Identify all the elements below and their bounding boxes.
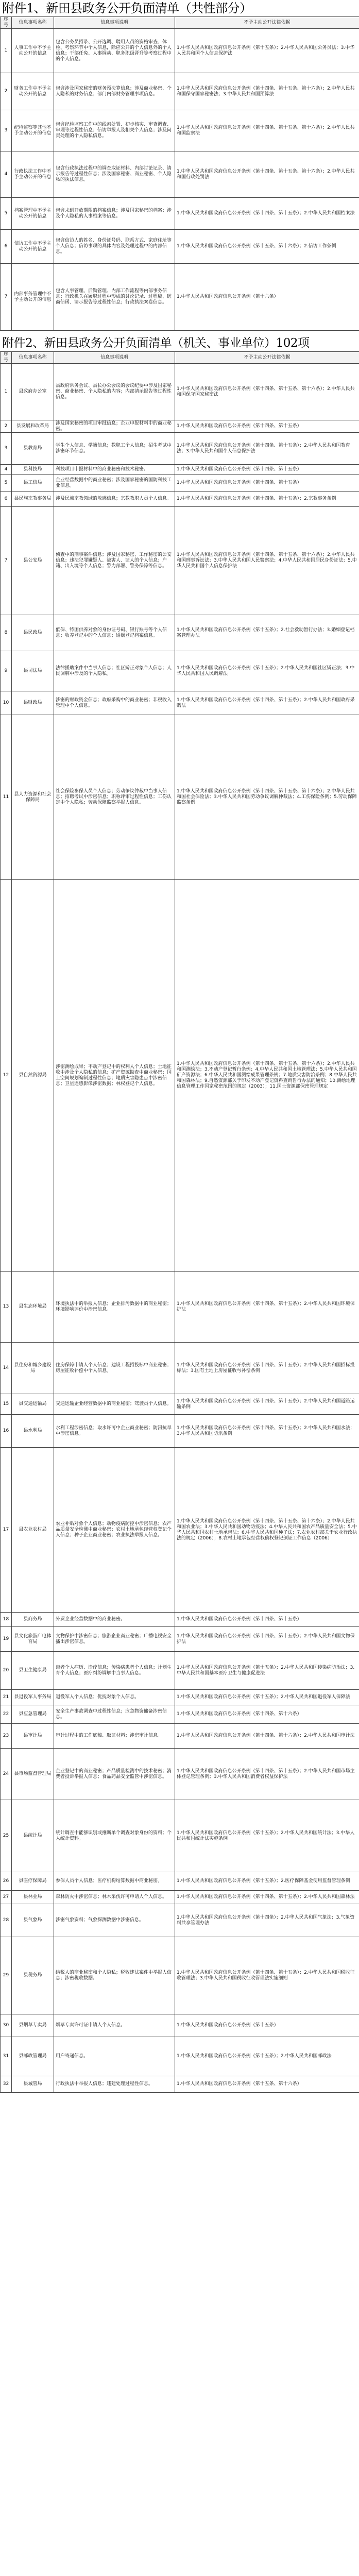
row-item-name: 县水利局	[12, 1415, 54, 1448]
row-item-name: 县气象局	[12, 1904, 54, 1937]
row-item-desc: 涉密气象资料；气象探测数据中涉密信息。	[54, 1904, 175, 1937]
row-legal-basis: 1.中华人民共和国政府信息公开条例（第十四条、第十五条）；2.中华人民共和国税收征收管理法；3.中华人民共和国税收征收管理法实施细则	[175, 1937, 359, 2014]
row-item-desc: 纳税人的商业秘密和个人隐私；税收违法案件中举报人信息；涉密税收数据。	[54, 1937, 175, 2014]
row-number: 7	[1, 264, 12, 331]
row-number: 3	[1, 433, 12, 465]
table-row	[1, 475, 359, 492]
table-row	[1, 420, 359, 433]
row-number: 18	[1, 1613, 12, 1627]
row-item-desc: 患者个人病历、诊疗信息；传染病患者个人信息；计划生育个人信息；医疗纠纷调解中当事人信息。	[54, 1652, 175, 1690]
row-legal-basis: 1.中华人民共和国政府信息公开条例（第十五条）；2.中华人民共和国传染病防治法；3.中华人民共和国基本医疗卫生与健康促进法	[175, 1652, 359, 1690]
header-law: 不予主动公开法律依据	[175, 352, 359, 364]
row-item-desc: 侦查中的刑事案件信息；涉及国家秘密、工作秘密的公安信息；违法犯罪嫌疑人、被害人、证人的个人信息；户籍、出入境等个人信息；警力部署、警务保障等信息。	[54, 507, 175, 615]
row-item-desc: 县政府常务会议、县长办公会议的会议纪要中涉及国家秘密、商业秘密、个人隐私的内容；内部请示报告等过程性信息。	[54, 364, 175, 420]
row-legal-basis: 1.中华人民共和国政府信息公开条例（第十五条）；2.中华人民共和国邮政法	[175, 2037, 359, 2076]
row-legal-basis: 1.中华人民共和国政府信息公开条例（第十四条、第十五条、第十六条）；2.中华人民共和国行政处罚法	[175, 151, 359, 198]
row-item-desc: 企业登记中的商业秘密；产品质量检测中的技术秘密；消费者投诉举报人信息；食品药品安全监管中涉密信息。	[54, 1749, 175, 1800]
row-legal-basis: 1.中华人民共和国政府信息公开条例（第十五条）；2.社会救助暂行办法；3.婚姻登记档案管理办法	[175, 615, 359, 651]
row-item-name: 县烟草专卖局	[12, 2014, 54, 2037]
table-row	[1, 492, 359, 507]
row-item-desc: 包含信访人的姓名、身份证号码、联系方式、家庭住址等个人信息；信访事项的具体内容及处理过程中的内部信息。	[54, 230, 175, 264]
row-item-desc: 法律援助案件中当事人信息；社区矫正对象个人信息；人民调解中涉及的个人隐私。	[54, 651, 175, 691]
row-item-desc: 行政执法中举报人信息；违建处理过程性信息。	[54, 2076, 175, 2093]
row-item-name: 县工信局	[12, 475, 54, 492]
table-row	[1, 1872, 359, 1891]
table-row	[1, 1613, 359, 1627]
row-number: 6	[1, 230, 12, 264]
row-item-name: 财务工作中不予主动公开的信息	[12, 73, 54, 110]
header-name: 信息事项名称	[12, 17, 54, 29]
row-number: 14	[1, 1343, 12, 1394]
row-item-name: 县退役军人事务局	[12, 1690, 54, 1705]
row-number: 31	[1, 2037, 12, 2076]
row-item-name: 县公安局	[12, 507, 54, 615]
row-legal-basis: 1.中华人民共和国政府信息公开条例（第十四条、第十五条）；2.中华人民共和国招标投标法；3.国有土地上房屋征收与补偿条例	[175, 1343, 359, 1394]
row-item-desc: 包含公务员招录、公开选调、聘用人员的资格审查、体检、考察环节中个人信息，除应公开的个人信息外的个人信息；干部任免、人事调动、职务职级晋升等考察过程中的个人信息。	[54, 29, 175, 73]
row-number: 28	[1, 1904, 12, 1937]
row-item-desc: 文物保护中涉密信息；旅游企业商业秘密；广播电视安全播出涉密信息。	[54, 1627, 175, 1652]
row-item-desc: 涉及国家秘密的项目审批信息；企业申报材料中的商业秘密。	[54, 420, 175, 433]
row-item-name: 县卫生健康局	[12, 1652, 54, 1690]
row-item-desc: 包含人事管理、后勤管理、内部工作流程等内部事务信息；行政机关在履职过程中形成的讨论记录、过程稿、磋商信函、请示报告等过程性信息；行政执法案卷信息。	[54, 264, 175, 331]
row-legal-basis: 1.中华人民共和国政府信息公开条例（第十四条、第十五条）；2.中华人民共和国政府采购法	[175, 691, 359, 715]
row-item-name: 县教育局	[12, 433, 54, 465]
row-legal-basis: 1.中华人民共和国政府信息公开条例（第十五条）；2.中华人民共和国统计法；3.中华人民共和国统计法实施条例	[175, 1800, 359, 1872]
row-item-name: 县医疗保障局	[12, 1872, 54, 1891]
row-number: 2	[1, 73, 12, 110]
row-item-desc: 交通运输企业经营数据中的商业秘密；驾驶员个人信息。	[54, 1394, 175, 1415]
row-item-name: 纪检监察等其他不予主动公开的信息	[12, 110, 54, 151]
row-item-name: 县统计局	[12, 1800, 54, 1872]
table-row	[1, 1800, 359, 1872]
row-number: 15	[1, 1394, 12, 1415]
row-legal-basis: 1.中华人民共和国政府信息公开条例（第十四条、第十六条）；2.中华人民共和国审计法	[175, 1724, 359, 1749]
table-row	[1, 198, 359, 230]
row-legal-basis: 1.中华人民共和国政府信息公开条例（第十四条、第十五条、第十六条）；2.中华人民共和国测绘法；3.不动产登记暂行条例；4.中华人民共和国土地管理法；5.中华人民共和国矿产资源法；6.中华人民共和国测绘成果管理条例；7.地质灾害防治条例；8.中华人民共和国森林法；9.自然资源部关于印发不动产登记资料查询暂行办法的通知；10.测绘地理信息管理工作国家秘密范围的规定（2003）；11.国土资源部保密管理规定	[175, 880, 359, 1272]
row-legal-basis: 1.中华人民共和国政府信息公开条例（第十四条、第十五条）；2.中华人民共和国市场主体登记管理条例；3.中华人民共和国消费者权益保护法	[175, 1749, 359, 1800]
row-legal-basis: 1.中华人民共和国政府信息公开条例（第十四条）；2.中华人民共和国气象法；3.气象资料共享管理办法	[175, 1904, 359, 1937]
table-row	[1, 1724, 359, 1749]
section2-body	[1, 364, 359, 2093]
table-row	[1, 1272, 359, 1343]
row-item-desc: 安全生产事故调查中过程性信息；应急物资储备涉密信息。	[54, 1705, 175, 1724]
table-row	[1, 1448, 359, 1613]
row-number: 26	[1, 1872, 12, 1891]
row-item-desc: 统计调查中能够识别或推断单个调查对象身份的资料；个人统计资料。	[54, 1800, 175, 1872]
row-legal-basis: 1.中华人民共和国政府信息公开条例（第十四条、第十五条、第十六条）；2.中华人民共和国保守国家秘密法	[175, 364, 359, 420]
table-row	[1, 1343, 359, 1394]
row-number: 21	[1, 1690, 12, 1705]
row-number: 20	[1, 1652, 12, 1690]
row-item-desc: 涉密的财政资金信息；政府采购中的商业秘密；非税收入管理中个人信息。	[54, 691, 175, 715]
row-item-name: 县农业农村局	[12, 1448, 54, 1613]
table-row	[1, 433, 359, 465]
row-item-desc: 水利工程涉密信息；取水许可中企业商业秘密；防汛抗旱中涉密信息。	[54, 1415, 175, 1448]
row-legal-basis: 1.中华人民共和国政府信息公开条例（第十六条）	[175, 264, 359, 331]
row-item-desc: 外贸企业经营数据中的商业秘密。	[54, 1613, 175, 1627]
table-row	[1, 110, 359, 151]
section2-title: 附件2、新田县政务公开负面清单（机关、事业单位）102项	[2, 336, 310, 350]
table-row	[1, 364, 359, 420]
row-number: 9	[1, 651, 12, 691]
row-legal-basis: 1.中华人民共和国政府信息公开条例（第十五条）；2.中华人民共和国退役军人保障法	[175, 1690, 359, 1705]
table-row	[1, 2037, 359, 2076]
row-legal-basis: 1.中华人民共和国政府信息公开条例（第十四条、第十五条）	[175, 465, 359, 475]
row-number: 7	[1, 507, 12, 615]
row-item-desc: 涉密测绘成果；不动产登记中的权利人个人信息；土地征收中涉及个人隐私的信息；矿产资源勘查中商业秘密；国土空间规划编制过程性信息；地质灾害隐患点中涉密信息；卫星遥感影像涉密数据；林权登记个人信息。	[54, 880, 175, 1272]
row-legal-basis: 1.中华人民共和国政府信息公开条例（第十五条）；2.中华人民共和国社区矫正法；3.中华人民共和国人民调解法	[175, 651, 359, 691]
row-item-name: 县邮政管理局	[12, 2037, 54, 2076]
row-item-name: 内部事务管理中不予主动公开的信息	[12, 264, 54, 331]
header-law: 不予主动公开法律依据	[175, 17, 359, 29]
row-legal-basis: 1.中华人民共和国政府信息公开条例（第十五条、第十六条）；2.信访工作条例	[175, 230, 359, 264]
table-row	[1, 880, 359, 1272]
row-legal-basis: 1.中华人民共和国政府信息公开条例（第十四条、第十五条）	[175, 1613, 359, 1627]
row-item-name: 县应急管理局	[12, 1705, 54, 1724]
row-number: 27	[1, 1891, 12, 1904]
row-number: 1	[1, 364, 12, 420]
row-item-name: 县科技局	[12, 465, 54, 475]
row-number: 13	[1, 1272, 12, 1343]
row-item-desc: 科技项目申报材料中的商业秘密和技术秘密。	[54, 465, 175, 475]
row-item-desc: 农业补贴对象个人信息；动物疫病防控中涉密信息；农产品质量安全检测中商业秘密；农村土地承包经营权登记个人信息；种子企业商业秘密；农业执法举报人信息。	[54, 1448, 175, 1613]
table-row	[1, 1394, 359, 1415]
row-item-name: 县政府办公室	[12, 364, 54, 420]
row-item-desc: 住房保障申请人个人信息；建设工程招投标中商业秘密；房屋征收补偿中个人信息。	[54, 1343, 175, 1394]
row-legal-basis: 1.中华人民共和国政府信息公开条例（第十四条、第十五条、第十六条）；2.中华人民共和国监察法	[175, 110, 359, 151]
row-item-desc: 包含纪检监察工作中的线索处置、初步核实、审查调查、审理等过程性信息；信访举报人及相关个人信息；涉及问责处理的个人隐私信息。	[54, 110, 175, 151]
row-legal-basis: 1.中华人民共和国政府信息公开条例（第十五条、第十六条）	[175, 2076, 359, 2093]
row-number: 8	[1, 615, 12, 651]
row-legal-basis: 1.中华人民共和国政府信息公开条例（第十四条、第十五条）；2.中华人民共和国文物保护法	[175, 1627, 359, 1652]
row-legal-basis: 1.中华人民共和国政府信息公开条例（第十四条、第十六条）	[175, 1705, 359, 1724]
row-legal-basis: 1.中华人民共和国政府信息公开条例（第十四条、第十五条）；2.中华人民共和国环境保护法	[175, 1272, 359, 1343]
row-legal-basis: 1.中华人民共和国政府信息公开条例（第十四条、第十五条）；2.中华人民共和国水法；3.中华人民共和国防汛条例	[175, 1415, 359, 1448]
row-item-name: 县生态环境局	[12, 1272, 54, 1343]
table-row	[1, 507, 359, 615]
row-number: 2	[1, 420, 12, 433]
table-row	[1, 1627, 359, 1652]
section1-header-row	[1, 17, 359, 29]
row-legal-basis: 1.中华人民共和国政府信息公开条例（第十四条、第十五条）；2.中华人民共和国档案法	[175, 198, 359, 230]
row-item-desc: 烟草专卖许可证申请人个人信息。	[54, 2014, 175, 2037]
row-item-desc: 审计过程中的工作底稿、取证材料；涉密审计信息。	[54, 1724, 175, 1749]
table-row	[1, 230, 359, 264]
row-item-desc: 包含未到开放期限的档案信息；涉及国家秘密的档案；涉及个人隐私的人事档案等信息。	[54, 198, 175, 230]
row-item-name: 县交通运输局	[12, 1394, 54, 1415]
table-row	[1, 615, 359, 651]
table-row	[1, 264, 359, 331]
row-legal-basis: 1.中华人民共和国政府信息公开条例（第十四条、第十五条、第十六条）；2.中华人民共和国社会保险法；3.中华人民共和国劳动争议调解仲裁法；4.工伤保险条例；5.劳动保障监察条例	[175, 715, 359, 880]
row-legal-basis: 1.中华人民共和国政府信息公开条例（第十四条、第十五条）；2.中华人民共和国森林法	[175, 1891, 359, 1904]
row-item-desc: 森林防火中涉密信息；林木采伐许可申请人个人信息。	[54, 1891, 175, 1904]
table-row	[1, 1904, 359, 1937]
row-item-name: 县人力资源和社会保障局	[12, 715, 54, 880]
header-no: 序号	[1, 17, 12, 29]
row-item-name: 县商务局	[12, 1613, 54, 1627]
row-number: 1	[1, 29, 12, 73]
header-desc: 信息事项说明	[54, 352, 175, 364]
section2-table	[0, 351, 359, 2093]
row-item-name: 县司法局	[12, 651, 54, 691]
row-item-name: 县税务局	[12, 1937, 54, 2014]
row-item-desc: 退役军人个人信息；优抚对象个人信息。	[54, 1690, 175, 1705]
table-row	[1, 29, 359, 73]
row-item-name: 县审计局	[12, 1724, 54, 1749]
header-desc: 信息事项说明	[54, 17, 175, 29]
row-legal-basis: 1.中华人民共和国政府信息公开条例（第十四条、第十五条、第十六条）；2.中华人民共和国保守国家秘密法；3.中华人民共和国预算法	[175, 73, 359, 110]
section2-header-row	[1, 352, 359, 364]
row-item-name: 信访工作中不予主动公开的信息	[12, 230, 54, 264]
section1-table	[0, 16, 359, 331]
row-item-name: 县发展和改革局	[12, 420, 54, 433]
row-item-name: 县民族宗教事务局	[12, 492, 54, 507]
row-number: 24	[1, 1749, 12, 1800]
row-item-name: 县林业局	[12, 1891, 54, 1904]
row-item-desc: 用户寄递信息。	[54, 2037, 175, 2076]
row-item-desc: 学生个人信息、学籍信息；教职工个人信息；招生考试中涉密环节信息。	[54, 433, 175, 465]
row-legal-basis: 1.中华人民共和国政府信息公开条例（第十四条、第十五条、第十六条）；2.中华人民共和国刑事诉讼法；3.中华人民共和国人民警察法；4.中华人民共和国居民身份证法；5.中华人民共和国个人信息保护法	[175, 507, 359, 615]
row-item-name: 档案管理中不予主动公开的信息	[12, 198, 54, 230]
table-row	[1, 715, 359, 880]
row-legal-basis: 1.中华人民共和国政府信息公开条例（第十四条、第十五条）；2.中华人民共和国道路运输条例	[175, 1394, 359, 1415]
row-item-name: 人事工作中不予主动公开的信息	[12, 29, 54, 73]
table-row	[1, 151, 359, 198]
row-legal-basis: 1.中华人民共和国政府信息公开条例（第十四条、第十五条）；2.宗教事务条例	[175, 492, 359, 507]
row-item-desc: 包含行政执法过程中的调查取证材料、内部讨论记录、请示报告等过程性信息；涉及国家秘密、商业秘密、个人隐私的执法信息。	[54, 151, 175, 198]
row-number: 25	[1, 1800, 12, 1872]
row-item-name: 县文化旅游广电体育局	[12, 1627, 54, 1652]
row-legal-basis: 1.中华人民共和国政府信息公开条例（第十四条、第十五条）	[175, 475, 359, 492]
row-legal-basis: 1.中华人民共和国政府信息公开条例（第十五条）；2.医疗保障基金使用监督管理条例	[175, 1872, 359, 1891]
table-row	[1, 2076, 359, 2093]
row-number: 5	[1, 475, 12, 492]
table-row	[1, 465, 359, 475]
row-number: 30	[1, 2014, 12, 2037]
row-number: 5	[1, 198, 12, 230]
section1-title: 附件1、新田县政务公开负面清单（共性部分）	[2, 1, 252, 15]
table-row	[1, 1415, 359, 1448]
row-item-desc: 企业经营数据中的商业秘密；涉及国家秘密的国防科技工业信息。	[54, 475, 175, 492]
table-row	[1, 651, 359, 691]
table-row	[1, 1891, 359, 1904]
table-row	[1, 1690, 359, 1705]
table-row	[1, 2014, 359, 2037]
section1-body	[1, 29, 359, 331]
table-row	[1, 1749, 359, 1800]
row-item-name: 行政执法工作中不予主动公开的信息	[12, 151, 54, 198]
row-number: 3	[1, 110, 12, 151]
row-item-name: 县自然资源局	[12, 880, 54, 1272]
row-number: 4	[1, 151, 12, 198]
row-item-desc: 低保、特困供养对象的身份证号码、银行账号等个人信息；收养登记中的个人信息；婚姻登记档案信息。	[54, 615, 175, 651]
row-number: 19	[1, 1627, 12, 1652]
row-number: 6	[1, 492, 12, 507]
row-number: 32	[1, 2076, 12, 2093]
table-row	[1, 691, 359, 715]
row-number: 29	[1, 1937, 12, 2014]
row-number: 12	[1, 880, 12, 1272]
row-item-desc: 环境执法中的举报人信息；企业排污数据中的商业秘密；环境影响评价中涉密信息。	[54, 1272, 175, 1343]
row-number: 16	[1, 1415, 12, 1448]
row-legal-basis: 1.中华人民共和国政府信息公开条例（第十五条）；2.中华人民共和国公务员法；3.中华人民共和国个人信息保护法	[175, 29, 359, 73]
row-item-desc: 包含涉及国家秘密的财务预决算信息；涉及商业秘密、个人隐私的财务信息；部门内部财务管理事项信息。	[54, 73, 175, 110]
row-legal-basis: 1.中华人民共和国政府信息公开条例（第十五条）	[175, 2014, 359, 2037]
row-item-name: 县财政局	[12, 691, 54, 715]
row-number: 17	[1, 1448, 12, 1613]
row-item-desc: 涉及民族宗教领域的敏感信息；宗教教职人员个人信息。	[54, 492, 175, 507]
row-legal-basis: 1.中华人民共和国政府信息公开条例（第十四条、第十五条）	[175, 420, 359, 433]
row-item-name: 县市场监督管理局	[12, 1749, 54, 1800]
row-item-name: 县住房和城乡建设局	[12, 1343, 54, 1394]
row-item-name: 县城管局	[12, 2076, 54, 2093]
table-row	[1, 73, 359, 110]
row-item-desc: 参保人员个人信息；医疗机构结算数据中商业秘密。	[54, 1872, 175, 1891]
row-legal-basis: 1.中华人民共和国政府信息公开条例（第十四条、第十五条）；2.中华人民共和国教育法；3.中华人民共和国个人信息保护法	[175, 433, 359, 465]
row-item-name: 县民政局	[12, 615, 54, 651]
row-legal-basis: 1.中华人民共和国政府信息公开条例（第十四条、第十五条、第十六条）；2.中华人民共和国农业法；3.中华人民共和国动物防疫法；4.中华人民共和国农产品质量安全法；5.中华人民共和国农村土地承包法；6.中华人民共和国种子法；7.农业农村部关于农业行政执法的规定（2006）；8.农村土地承包经营权确权登记颁证工作信息（2006）	[175, 1448, 359, 1613]
table-row	[1, 1652, 359, 1690]
row-number: 4	[1, 465, 12, 475]
row-number: 10	[1, 691, 12, 715]
table-row	[1, 1937, 359, 2014]
row-item-desc: 社会保险参保人员个人信息；劳动争议仲裁中当事人信息；招聘考试中涉密信息；职称评审过程性信息；工伤认定中个人隐私；劳动保障监察举报人信息。	[54, 715, 175, 880]
section-separator	[0, 331, 359, 335]
header-name: 信息事项名称	[12, 352, 54, 364]
row-number: 22	[1, 1705, 12, 1724]
row-number: 11	[1, 715, 12, 880]
header-no: 序号	[1, 352, 12, 364]
table-row	[1, 1705, 359, 1724]
row-number: 23	[1, 1724, 12, 1749]
